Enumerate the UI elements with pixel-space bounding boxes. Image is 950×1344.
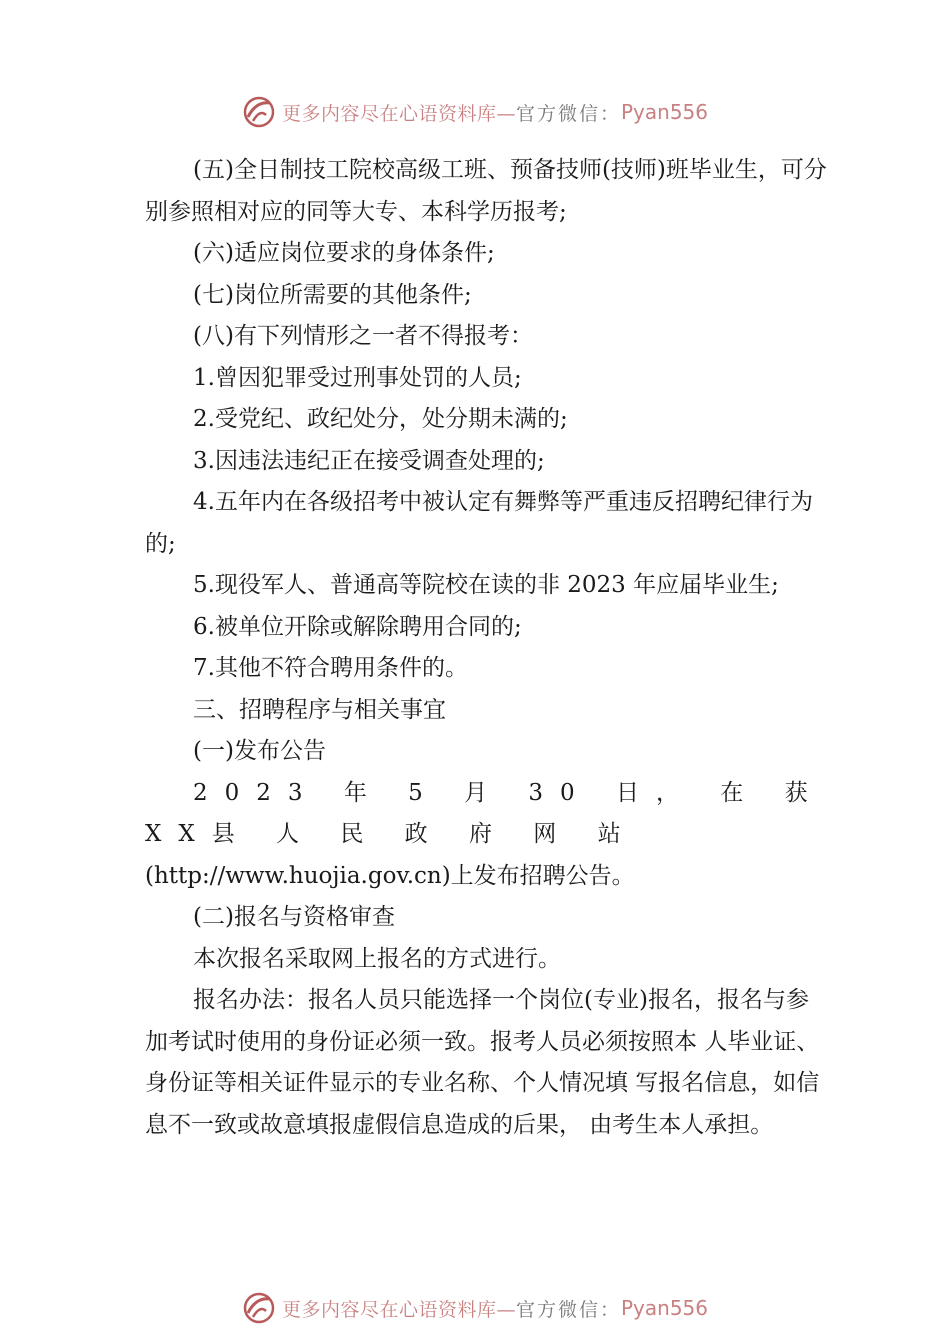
banner-wechat-id: Pyan556 bbox=[621, 1296, 709, 1320]
banner-text: 更多内容尽在心语资料库— bbox=[281, 1298, 516, 1321]
subsection-heading: (一)发布公告 bbox=[193, 738, 326, 764]
paragraph: 本次报名采取网上报名的方式进行。 bbox=[193, 945, 561, 972]
footer-watermark-banner bbox=[0, 1291, 950, 1325]
list-item: 4.五年内在各级招考中被认定有舞弊等严重违反招聘纪律行为的; bbox=[145, 489, 813, 557]
header-watermark-banner bbox=[0, 95, 950, 129]
document-body bbox=[145, 150, 830, 1146]
banner-text: 更多内容尽在心语资料库— bbox=[281, 102, 516, 125]
list-item: 3.因违法违纪正在接受调查处理的; bbox=[193, 447, 545, 474]
paragraph: 报名办法：报名人员只能选择一个岗位(专业)报名，报名与参加考试时使用的身份证必须一致。报考人员必须按照本 人毕业证、身份证等相关证件显示的专业名称、个人情况填 写报名信息，如信息不一致或故意填报虚假信息造成的后果， 由考生本人承担。 bbox=[145, 987, 820, 1138]
banner-wechat-label: 官方微信： bbox=[515, 1298, 621, 1321]
list-item: 7.其他不符合聘用条件的。 bbox=[193, 655, 468, 681]
paragraph: (六)适应岗位要求的身体条件; bbox=[193, 240, 495, 266]
list-item: 5.现役军人、普通高等院校在读的非 2023 年应届毕业生; bbox=[193, 572, 779, 598]
paragraph: (http://www.huojia.gov.cn)上发布招聘公告。 bbox=[145, 862, 635, 889]
logo-icon bbox=[242, 95, 276, 129]
paragraph: (八)有下列情形之一者不得报考： bbox=[193, 323, 533, 349]
paragraph: (七)岗位所需要的其他条件; bbox=[193, 281, 472, 308]
banner-wechat-id: Pyan556 bbox=[621, 100, 709, 124]
paragraph: (五)全日制技工院校高级工班、预备技师(技师)班毕业生，可分别参照相对应的同等大专、本科学历报考; bbox=[145, 157, 827, 225]
list-item: 2.受党纪、政纪处分，处分期未满的; bbox=[193, 406, 568, 432]
list-item: 1.曾因犯罪受过刑事处罚的人员; bbox=[193, 364, 522, 391]
list-item: 6.被单位开除或解除聘用合同的; bbox=[193, 613, 522, 640]
paragraph: 2023 年 5 月 30 日， 在 获 XX县 人 民 政 府 网 站 bbox=[145, 779, 825, 847]
subsection-heading: (二)报名与资格审查 bbox=[193, 904, 395, 930]
banner-wechat-label: 官方微信： bbox=[515, 102, 621, 125]
logo-icon bbox=[242, 1291, 276, 1325]
section-heading: 三、招聘程序与相关事宜 bbox=[193, 696, 446, 723]
